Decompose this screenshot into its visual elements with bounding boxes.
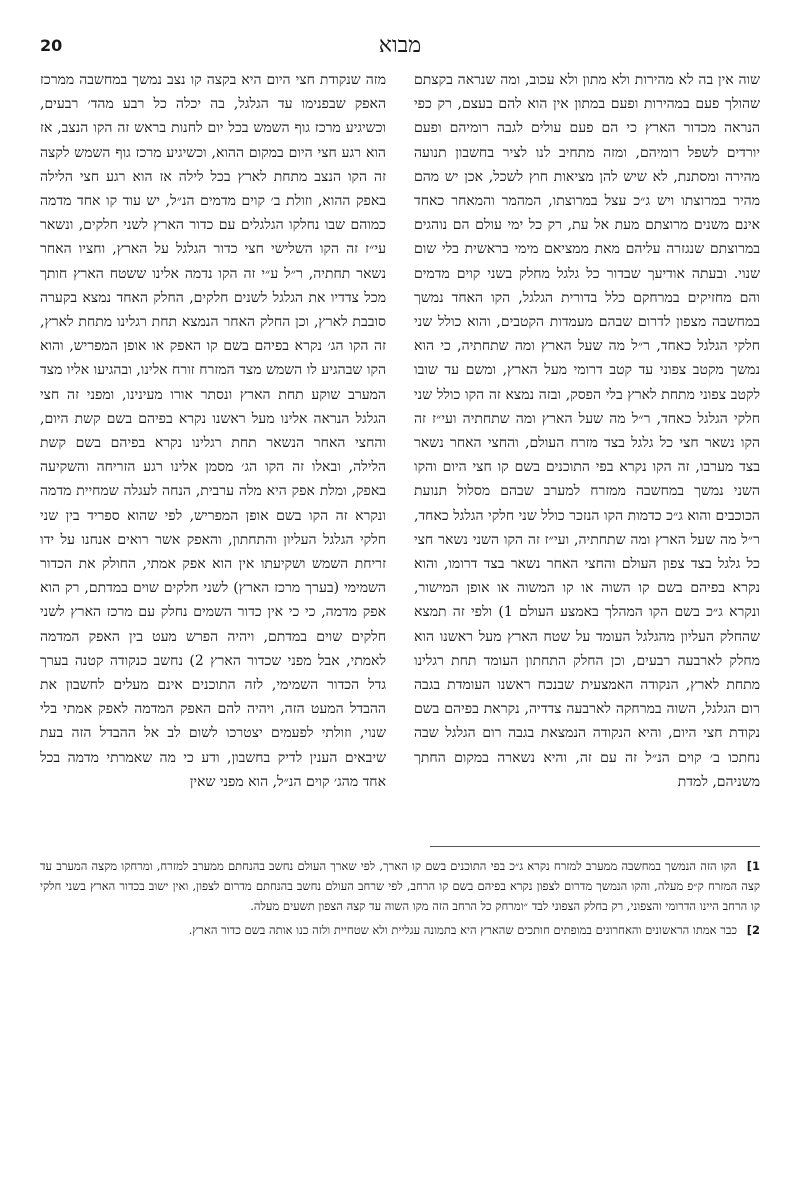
footnote-text: הקו הזה הנמשך במחשבה ממערב למזרח נקרא ג״כ בפי התוכנים בשם קו הארך, לפי שארך העולם נחשב בהנחתם ממערב למזרח, ומרחקו מקצה המערב עד קצה המזרח ק״פ מעלה, והקו הנמשך מדרום לצפון נקרא בפיהם בשם קו הרחב, לפי שרחב העולם נחשב בהנחתם מדרום לצפון, ואין ישוב בכדור הארץ בשני חלקי קו הרחב היינו הדרומי והצפוני, רק בחלק הצפוני לבד ״ומרחק כל הרחב הזה מקו השוה עד קצה הצפון תשעים מעלה. bbox=[40, 859, 760, 913]
footnote-number: 1] bbox=[746, 859, 761, 873]
footnotes bbox=[40, 856, 760, 944]
right-column-text: שוה אין בה לא מהירות ולא מתון ולא עכוב, ומה שנראה בקצתם שהולך פעם במהירות ופעם במתון אין הוא להם בעצם, רק כפי הנראה מכדור הארץ כי הם פעם עולים לגבה רומיהם ופעם יורדים לשפל רומיהם, ומזה מתחיב לנו לציר בחשבון תנועה מהירה ומסתנת, לא שיש להן מציאות חוץ לשכל, אכן יש מהם מהיר במרוצתו ויש ג״כ עצל במרוצתו, המהמר והמאחר כאחד אינם משנים מרוצתם מעת אל עת, רק כל ימי עולם הם נוהגים במרוצתם שנגזרה עליהם מאת ממציאם מימי בראשית בלי שום שנוי. ובעתה אודיעך שבדור כל גלגל מחלק בשני קוים מדמים והם מחזיקים במרחקם כלל בדורית הגלגל, הקו האחד נמשך במחשבה מצפון לדרום שבהם מעמדות הקטבים, והוא כולל שני חלקי הגלגל כאחד, ר״ל מה שעל הארץ ומה שתחתיה, כי הוא נמשך מקטב צפוני עד קטב דרומי מעל הארץ, ומשם עד שובו לקטב צפוני מתחת לארץ בלי הפסק, ובזה נמצא זה הקו כולל שני חלקי הגלגל כאחד, ר״ל מה שעל הארץ ומה שתחתיה ועי״ז זה הקו נשאר חצי כל גלגל בצד מזרח העולם, והחצי האחר נשאר בצד מערבו, זה הקו נקרא בפי התוכנים בשם קו חצי היום והקו השני נמשך במחשבה ממזרח למערב שבהם מסלול תנועת הכוכבים והוא ג״כ כדמות הקו הנזכר כולל שני חלקי הגלגל כאחד, ר״ל מה שעל הארץ ומה שתחתיה, ועי״ז זה הקו השני נשאר חצי כל גלגל בצד צפון העולם והחצי האחר נשאר בצד דרומו, והוא נקרא בפיהם בשם קו השוה או קו המשוה או אופן המישור, ונקרא ג״כ בשם הקו המהלך באמצע העולם 1) ולפי זה תמצא שהחלק העליון מהגלגל העומד על שטח הארץ מעל ראשנו הוא מחלק לארבעה רבעים, וכן החלק התחתון העומד תחת רגלינו מתחת לארץ, הנקודה האמצעית שבנכח ראשנו העומדת בגבה רום הגלגל, השוה במרחקה לארבעה צדדיה, נקראת בפיהם בשם נקודת חצי היום, והיא הנקודה הנמצאת בגבה רום הגלגל שבה נחתכו ב׳ קוים הנ״ל זה עם זה, והיא נשארה במקום החתך משניהם, למדת bbox=[414, 72, 760, 790]
left-column-text: מזה שנקודת חצי היום היא בקצה קו נצב נמשך במחשבה ממרכז האפק שבפנימו עד הגלגל, בה יכלה כל רבע מהד׳ רבעים, וכשיגיע מרכז גוף השמש בכל יום לחנות בראש זה הקו הנצב, אז הוא רגע חצי היום במקום ההוא, וכשיגיע מרכז גוף השמש לקצה זה הקו הנצב מתחת לארץ בכל לילה אז הוא רגע חצי הלילה באפק ההוא, וזולת ב׳ קוים מדמים הנ״ל, יש עוד קו אחד מדמה כמוהם שבו נחלקו הגלגלים עם כדור הארץ לשני חלקים, ונשאר עי״ז זה הקו השלישי חצי כדור הגלגל על הארץ, וחציו האחר נשאר תחתיה, ר״ל ע״י זה הקו נדמה אלינו ששטח הארץ חותך מכל צדדיו את הגלגל לשנים חלקים, החלק האחד נמצא בקערה סובבת לארץ, וכן החלק האחר הנמצא תחת רגלינו מתחת לארץ, זה הקו הג׳ נקרא בפיהם בשם קו האפק או אופן המפריש, והוא הקו שבהגיע לו השמש מצד המזרח זורח אלינו, ובהגיעו אליו מצד המערב שוקע תחת הארץ ונסתר אורו מעינינו, ומפני זה חצי הגלגל הנראה אלינו מעל ראשנו נקרא בפיהם בשם קשת היום, והחצי האחר הנשאר תחת רגלינו נקרא בפיהם בשם קשת הלילה, ובאלו זה הקו הג׳ מסמן אלינו רגע הזריחה והשקיעה באפק, ומלת אפק היא מלה ערבית, הנחה לעגלה שמחיית מדמה ונקרא זה הקו בשם אופן המפריש, לפי שהוא ספריד בין שני חלקי הגלגל העליון והתחתון, והאפק אשר רואים אנחנו על ידו זריחת השמש ושקיעתו אין הוא אפק אמתי, החולק את הכדור השמימי (בערך מרכז הארץ) לשני חלקים שוים במדתם, רק הוא אפק מדמה, כי כי אין כדור השמים נחלק עם מרכז הארץ לשני חלקים שוים במדתם, ויהיה הפרש מעט בין האפק המדמה לאמתי, אבל מפני שכדור הארץ 2) נחשב כנקודה קטנה בערך גדל הכדור השמימי, לזה התוכנים אינם מעלים לחשבון את ההבדל המעט הזה, ויהיה להם האפק המדמה לאפק אמתי בלי שנוי, וזולתי לפעמים יצטרכו לשום לב אל ההבדל הזה בעת שיבאים הענין לדיק בחשבון, ודע כי מה שאמרתי מדמה בכל אחד מהג׳ קוים הנ״ל, הוא מפני שאין bbox=[40, 72, 386, 790]
footnote-number: 2] bbox=[746, 923, 760, 937]
footnote-1 bbox=[40, 856, 760, 916]
page-number: 20 bbox=[40, 36, 63, 55]
text-columns bbox=[40, 68, 760, 838]
footnote-divider bbox=[430, 846, 760, 847]
page-header bbox=[40, 30, 760, 60]
running-head: מבוא bbox=[378, 33, 422, 58]
footnote-2 bbox=[40, 920, 760, 940]
footnote-text: כבר אמתו הראשונים והאחרונים במופתים חותכים שהארץ היא בתמונה עגליית ולא שטחיית ולזה כנו אותה בשם כדור הארץ. bbox=[188, 923, 738, 937]
